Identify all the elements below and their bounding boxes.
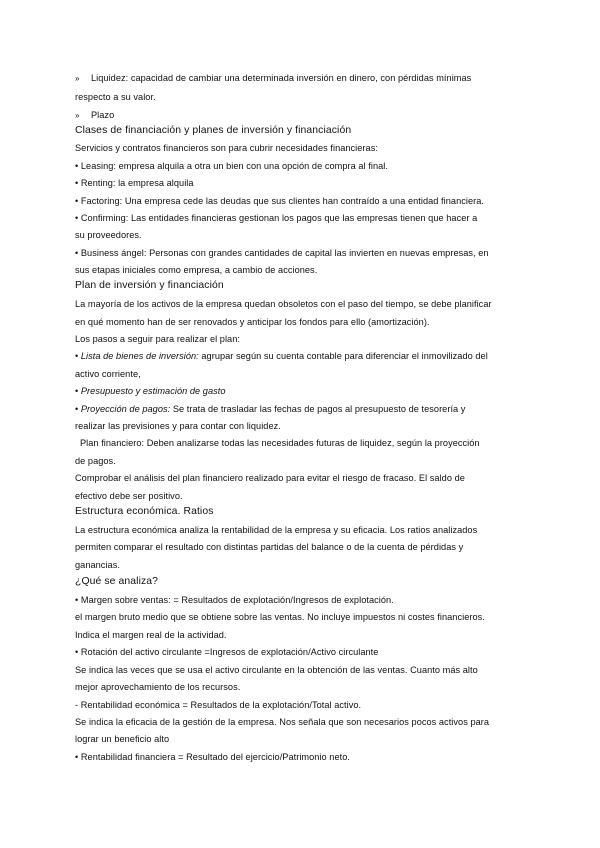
text-line: de pagos. xyxy=(75,456,116,466)
list-item: • Leasing: empresa alquila a otra un bien con una opción de compra al final. xyxy=(75,161,388,171)
text-line: Se indica las veces que se usa el activo circulante en la obtención de las ventas. Cuanto más alto xyxy=(75,665,478,675)
text-line: Comprobar el análisis del plan financiero realizado para evitar el riesgo de fracaso. El saldo de xyxy=(75,473,465,483)
section-heading: ¿Qué se analiza? xyxy=(75,576,159,587)
plazo-line: » Plazo xyxy=(75,110,115,120)
text-line: sus etapas iniciales como empresa, a cambio de acciones. xyxy=(75,265,318,275)
text-line: La mayoría de los activos de la empresa quedan obsoletos con el paso del tiempo, se debe planificar xyxy=(75,299,492,309)
section-heading: Estructura económica. Ratios xyxy=(75,506,214,517)
text-line: permiten comparar el resultado con distintas partidas del balance o de la cuenta de pérdidas y xyxy=(75,542,464,552)
text-line: mejor aprovechamiento de los recursos. xyxy=(75,682,241,692)
text-line: Se indica la eficacia de la gestión de la empresa. Nos señala que son necesarios pocos activos para xyxy=(75,717,490,727)
arrow-bullet-icon: » xyxy=(75,74,80,83)
text-line: Indica el margen real de la actividad. xyxy=(75,630,227,640)
text-line: respecto a su valor. xyxy=(75,92,156,102)
list-item: • Business ángel: Personas con grandes cantidades de capital las invierten en nuevas empresas, en xyxy=(75,248,489,258)
text-line: realizar las previsiones y para contar con liquidez. xyxy=(75,421,281,431)
text-line: efectivo debe ser positivo. xyxy=(75,491,183,501)
list-item: • Lista de bienes de inversión: agrupar según su cuenta contable para diferenciar el inmovilizado del xyxy=(75,351,488,361)
arrow-bullet-icon: » xyxy=(75,111,80,120)
list-item: • Rentabilidad financiera = Resultado del ejercicio/Patrimonio neto. xyxy=(75,752,350,762)
section-heading: Plan de inversión y financiación xyxy=(75,280,224,291)
text-line: el margen bruto medio que se obtiene sobre las ventas. No incluye impuestos ni costes financieros. xyxy=(75,612,485,622)
text-line: Los pasos a seguir para realizar el plan: xyxy=(75,334,240,344)
list-item: • Rotación del activo circulante =Ingresos de explotación/Activo circulante xyxy=(75,647,379,657)
liquidez-line: » Liquidez: capacidad de cambiar una determinada inversión en dinero, con pérdidas mínimas xyxy=(75,73,472,83)
list-item: • Presupuesto y estimación de gasto xyxy=(75,386,226,396)
text-line: La estructura económica analiza la rentabilidad de la empresa y su eficacia. Los ratios analizados xyxy=(75,525,478,535)
text-line: activo corriente, xyxy=(75,369,141,379)
list-item: • Proyección de pagos: Se trata de trasladar las fechas de pagos al presupuesto de tesorería y xyxy=(75,404,466,414)
list-item: • Factoring: Una empresa cede las deudas que sus clientes han contraído a una entidad financiera. xyxy=(75,196,484,206)
text-line: su proveedores. xyxy=(75,230,142,240)
text-line: lograr un beneficio alto xyxy=(75,734,170,744)
list-item: • Margen sobre ventas: = Resultados de explotación/Ingresos de explotación. xyxy=(75,595,394,605)
text-line: Servicios y contratos financieros son para cubrir necesidades financieras: xyxy=(75,143,378,153)
list-item: - Rentabilidad económica = Resultados de la explotación/Total activo. xyxy=(75,700,362,710)
list-item: • Confirming: Las entidades financieras gestionan los pagos que las empresas tienen que hacer a xyxy=(75,213,478,223)
list-item: • Renting: la empresa alquila xyxy=(75,178,194,188)
section-heading: Clases de financiación y planes de inversión y financiación xyxy=(75,125,352,136)
text-line: en qué momento han de ser renovados y anticipar los fondos para ello (amortización). xyxy=(75,317,430,327)
text-line: ganancias. xyxy=(75,560,120,570)
text-line: Plan financiero: Deben analizarse todas las necesidades futuras de liquidez, según la proyección xyxy=(80,438,480,448)
